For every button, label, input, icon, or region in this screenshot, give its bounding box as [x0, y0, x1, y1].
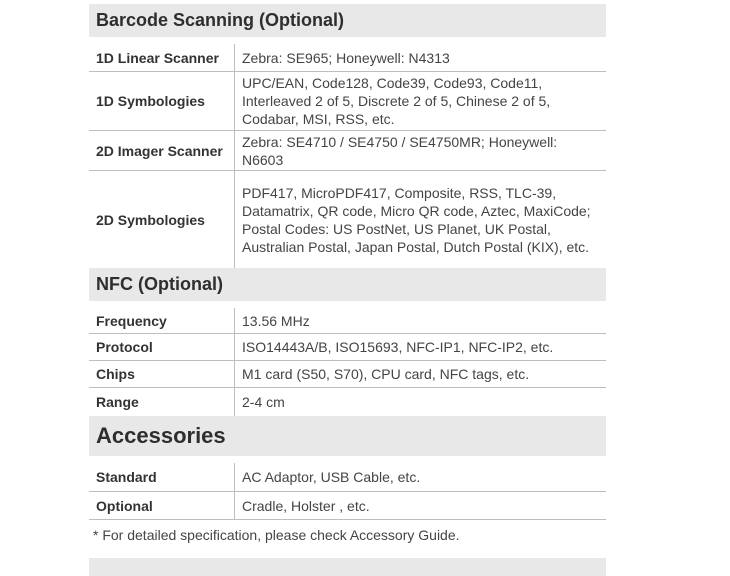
divider [89, 456, 606, 463]
spec-row-standard [89, 463, 606, 492]
spec-value: M1 card (S50, S70), CPU card, NFC tags, etc. [242, 366, 530, 382]
spec-value: Zebra: SE965; Honeywell: N4313 [242, 49, 450, 66]
spec-value: 2-4 cm [242, 394, 285, 410]
spec-row-chips [89, 361, 606, 388]
accessories-section-title: Accessories [89, 416, 606, 456]
spec-label: 2D Imager Scanner [89, 131, 235, 170]
spec-value: 13.56 MHz [242, 312, 310, 329]
spec-row-protocol [89, 334, 606, 361]
spec-value: AC Adaptor, USB Cable, etc. [242, 469, 421, 485]
spec-row-1d-symbologies [89, 72, 606, 131]
next-section-bar [89, 558, 606, 576]
spec-value: UPC/EAN, Code128, Code39, Code93, Code11, Interleaved 2 of 5, Discrete 2 of 5, Chinese 2 of 5, Codabar, MSI, RSS, etc. [242, 75, 551, 127]
divider [89, 550, 606, 558]
spec-row-frequency [89, 308, 606, 334]
nfc-section-title: NFC (Optional) [89, 268, 606, 301]
spec-sheet [89, 4, 606, 576]
accessory-footnote: * For detailed specification, please check Accessory Guide. [93, 527, 460, 543]
spec-label: Chips [89, 361, 235, 387]
spec-row-1d-linear-scanner [89, 44, 606, 72]
spec-row-2d-imager-scanner [89, 131, 606, 171]
spec-row-optional [89, 492, 606, 520]
spec-label: 1D Linear Scanner [89, 44, 235, 71]
spec-label: Range [89, 388, 235, 416]
divider [89, 301, 606, 308]
spec-label: Optional [89, 492, 235, 519]
spec-value: PDF417, MicroPDF417, Composite, RSS, TLC-39, Datamatrix, QR code, Micro QR code, Aztec, MaxiCode; Postal Codes: US PostNet, US Planet, UK Postal, Australian Postal, Japan Postal, Dutch Postal (KIX), etc. [242, 184, 591, 255]
spec-label: Standard [89, 463, 235, 491]
spec-row-range [89, 388, 606, 416]
spec-label: 1D Symbologies [89, 72, 235, 130]
spec-value: Cradle, Holster , etc. [242, 497, 370, 514]
spec-value: ISO14443A/B, ISO15693, NFC-IP1, NFC-IP2, etc. [242, 339, 554, 355]
divider [89, 37, 606, 44]
spec-label: Protocol [89, 334, 235, 360]
spec-row-2d-symbologies [89, 171, 606, 268]
spec-label: Frequency [89, 308, 235, 333]
spec-value: Zebra: SE4710 / SE4750 / SE4750MR; Honeywell: N6603 [242, 133, 558, 168]
spec-label: 2D Symbologies [89, 171, 235, 268]
barcode-section-title: Barcode Scanning (Optional) [89, 4, 606, 37]
